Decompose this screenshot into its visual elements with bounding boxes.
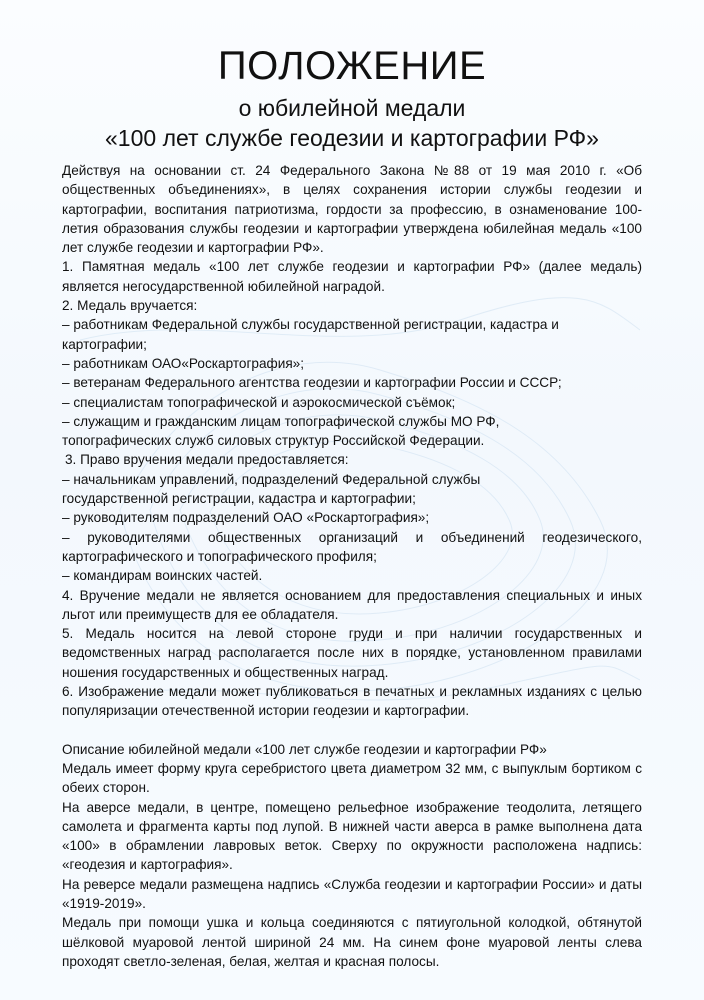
clause-2-item: – специалистам топографической и аэрокосмической съёмок; [62,394,456,410]
clause-5: 5. Медаль носится на левой стороне груди и при наличии государственных и ведомственных наград располагается после них в порядке, установленном правилами ношения государственных и общественных наград. [62,626,642,680]
document-body [62,161,642,971]
clause-3-item: – руководителями общественных организаций и объединений геодезического, картографического и топографического профиля; [62,529,642,564]
document-subtitle: о юбилейной медали [238,95,466,121]
description-paragraph: На аверсе медали, в центре, помещено рельефное изображение теодолита, летящего самолета и фрагмента карты под лупой. В нижней части аверса в рамке выполнена дата «100» в обрамлении лавровых веток. Сверху по окружности расположена надпись: «геодезия и картография». [62,799,642,873]
clause-2-item: – ветеранам Федерального агентства геодезии и картографии России и СССР; [62,375,562,391]
description-paragraph: На реверсе медали размещена надпись «Служба геодезии и картографии России» и даты «1919-2019». [62,876,642,911]
clause-1: 1. Памятная медаль «100 лет службе геодезии и картографии РФ» (далее медаль) является негосударственной юбилейной наградой. [62,259,642,294]
clause-3-heading: 3. Право вручения медали предоставляется: [65,452,349,468]
description-paragraph: Медаль имеет форму круга серебристого цвета диаметром 32 мм, с выпуклым бортиком с обеих сторон. [62,760,642,796]
clause-3-item: – командирам воинских частей. [62,568,263,584]
clause-6: 6. Изображение медали может публиковаться в печатных и рекламных изданиях с целью популяризации отечественной истории геодезии и картографии. [62,684,642,719]
intro-paragraph: Действуя на основании ст. 24 Федерального Закона №88 от 19 мая 2010 г. «Об общественных объединениях», в целях сохранения истории службы геодезии и картографии, воспитания патриотизма, гордости за профессию, в ознаменование 100-летия образования службы геодезии и картографии утверждена юбилейная медаль «100 лет службе геодезии и картографии РФ». [62,163,642,256]
description-heading: Описание юбилейной медали «100 лет службе геодезии и картографии РФ» [62,741,547,757]
clause-3-item: – руководителям подразделений ОАО «Роскартография»; [62,510,430,526]
clause-3-item: государственной регистрации, кадастра и картографии; [62,491,416,507]
clause-2-item: – служащим и гражданским лицам топографической службы МО РФ, [62,413,500,429]
document-title: ПОЛОЖЕНИЕ [217,44,487,88]
clause-2-item: топографических служб силовых структур Российской Федерации. [62,433,485,449]
clause-2-heading: 2. Медаль вручается: [62,298,198,314]
clause-2-item: – работникам ОАО«Роскартография»; [62,355,305,371]
section-spacer [62,721,642,740]
clause-4: 4. Вручение медали не является основанием для предоставления специальных и иных льгот или преимуществ для ее обладателя. [62,587,642,622]
medal-name-heading: «100 лет службе геодезии и картографии РФ» [105,125,599,151]
description-paragraph: Медаль при помощи ушка и кольца соединяются с пятиугольной колодкой, обтянутой шёлковой муаровой лентой шириной 24 мм. На синем фоне муаровой ленты слева проходят светло-зеленая, белая, желтая и красная полосы. [62,915,642,969]
clause-2-item: – работникам Федеральной службы государственной регистрации, кадастра и картографии; [62,317,559,352]
clause-3-item: – начальникам управлений, подразделений Федеральной службы [62,471,481,487]
